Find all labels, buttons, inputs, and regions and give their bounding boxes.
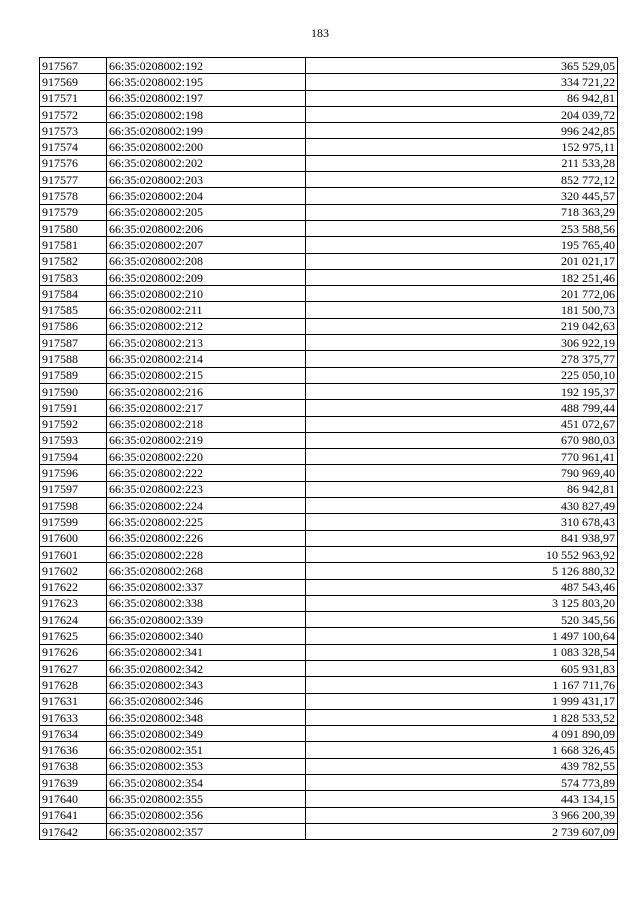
cadastral-number-cell: 66:35:0208002:340 [107,628,306,644]
cadastral-value-cell: 219 042,63 [306,318,618,334]
cadastral-number-cell: 66:35:0208002:356 [107,807,306,823]
cadastral-value-cell: 790 969,40 [306,465,618,481]
cadastral-value-cell: 3 966 200,39 [306,807,618,823]
cadastral-number-cell: 66:35:0208002:200 [107,139,306,155]
row-number-cell: 917594 [40,449,107,465]
cadastral-number-cell: 66:35:0208002:349 [107,726,306,742]
cadastral-number-cell: 66:35:0208002:343 [107,677,306,693]
cadastral-number-cell: 66:35:0208002:346 [107,693,306,709]
table-row [40,449,618,465]
cadastral-number-cell: 66:35:0208002:197 [107,90,306,106]
cadastral-number-cell: 66:35:0208002:357 [107,823,306,839]
table-row [40,465,618,481]
row-number-cell: 917583 [40,269,107,285]
cadastral-value-cell: 852 772,12 [306,172,618,188]
cadastral-number-cell: 66:35:0208002:205 [107,204,306,220]
cadastral-value-cell: 320 445,57 [306,188,618,204]
row-number-cell: 917625 [40,628,107,644]
table-row [40,726,618,742]
table-row [40,514,618,530]
cadastral-value-cell: 2 739 607,09 [306,823,618,839]
cadastral-number-cell: 66:35:0208002:216 [107,383,306,399]
row-number-cell: 917592 [40,416,107,432]
row-number-cell: 917624 [40,612,107,628]
row-number-cell: 917589 [40,367,107,383]
table-row [40,269,618,285]
cadastral-number-cell: 66:35:0208002:337 [107,579,306,595]
cadastral-number-cell: 66:35:0208002:226 [107,530,306,546]
cadastral-number-cell: 66:35:0208002:348 [107,709,306,725]
table-row [40,367,618,383]
table-row [40,155,618,171]
row-number-cell: 917577 [40,172,107,188]
row-number-cell: 917631 [40,693,107,709]
cadastral-value-cell: 1 999 431,17 [306,693,618,709]
cadastral-value-cell: 181 500,73 [306,302,618,318]
cadastral-number-cell: 66:35:0208002:207 [107,237,306,253]
table-row [40,563,618,579]
cadastral-number-cell: 66:35:0208002:198 [107,106,306,122]
row-number-cell: 917626 [40,644,107,660]
cadastral-value-cell: 204 039,72 [306,106,618,122]
cadastral-number-cell: 66:35:0208002:211 [107,302,306,318]
cadastral-number-cell: 66:35:0208002:338 [107,595,306,611]
table-row [40,546,618,562]
table-row [40,677,618,693]
table-row [40,106,618,122]
cadastral-value-cell: 195 765,40 [306,237,618,253]
cadastral-value-cell: 439 782,55 [306,758,618,774]
row-number-cell: 917600 [40,530,107,546]
row-number-cell: 917586 [40,318,107,334]
row-number-cell: 917580 [40,220,107,236]
cadastral-number-cell: 66:35:0208002:220 [107,449,306,465]
table-row [40,318,618,334]
table-row [40,432,618,448]
cadastral-value-cell: 278 375,77 [306,351,618,367]
cadastral-number-cell: 66:35:0208002:268 [107,563,306,579]
cadastral-number-cell: 66:35:0208002:214 [107,351,306,367]
row-number-cell: 917596 [40,465,107,481]
cadastral-value-cell: 841 938,97 [306,530,618,546]
row-number-cell: 917581 [40,237,107,253]
cadastral-number-cell: 66:35:0208002:217 [107,400,306,416]
cadastral-value-cell: 253 588,56 [306,220,618,236]
table-row [40,660,618,676]
table-row [40,172,618,188]
row-number-cell: 917590 [40,383,107,399]
cadastral-value-cell: 306 922,19 [306,335,618,351]
table-row [40,123,618,139]
cadastral-number-cell: 66:35:0208002:213 [107,335,306,351]
table-row [40,644,618,660]
row-number-cell: 917569 [40,74,107,90]
table-row [40,351,618,367]
cadastral-number-cell: 66:35:0208002:225 [107,514,306,530]
table-row [40,498,618,514]
row-number-cell: 917627 [40,660,107,676]
table-row [40,204,618,220]
table-row [40,775,618,791]
table-row [40,709,618,725]
cadastral-value-cell: 3 125 803,20 [306,595,618,611]
cadastral-number-cell: 66:35:0208002:353 [107,758,306,774]
row-number-cell: 917640 [40,791,107,807]
row-number-cell: 917573 [40,123,107,139]
cadastral-value-cell: 86 942,81 [306,90,618,106]
row-number-cell: 917572 [40,106,107,122]
table-row [40,253,618,269]
row-number-cell: 917593 [40,432,107,448]
table-row [40,612,618,628]
cadastral-number-cell: 66:35:0208002:351 [107,742,306,758]
row-number-cell: 917579 [40,204,107,220]
table-row [40,335,618,351]
cadastral-value-cell: 520 345,56 [306,612,618,628]
row-number-cell: 917641 [40,807,107,823]
table-row [40,595,618,611]
row-number-cell: 917578 [40,188,107,204]
table-row [40,237,618,253]
cadastral-number-cell: 66:35:0208002:195 [107,74,306,90]
table-row [40,791,618,807]
cadastral-value-cell: 443 134,15 [306,791,618,807]
cadastral-number-cell: 66:35:0208002:209 [107,269,306,285]
row-number-cell: 917591 [40,400,107,416]
table-body [40,58,618,840]
table-row [40,807,618,823]
cadastral-value-cell: 182 251,46 [306,269,618,285]
row-number-cell: 917628 [40,677,107,693]
row-number-cell: 917622 [40,579,107,595]
row-number-cell: 917623 [40,595,107,611]
cadastral-number-cell: 66:35:0208002:224 [107,498,306,514]
cadastral-value-cell: 4 091 890,09 [306,726,618,742]
cadastral-value-cell: 996 242,85 [306,123,618,139]
row-number-cell: 917634 [40,726,107,742]
cadastral-number-cell: 66:35:0208002:192 [107,58,306,74]
cadastral-number-cell: 66:35:0208002:202 [107,155,306,171]
table-row [40,220,618,236]
cadastral-number-cell: 66:35:0208002:341 [107,644,306,660]
row-number-cell: 917571 [40,90,107,106]
table-row [40,383,618,399]
table-row [40,823,618,839]
row-number-cell: 917633 [40,709,107,725]
row-number-cell: 917636 [40,742,107,758]
row-number-cell: 917642 [40,823,107,839]
cadastral-number-cell: 66:35:0208002:222 [107,465,306,481]
table-row [40,139,618,155]
table-row [40,628,618,644]
cadastral-value-table [39,57,618,840]
row-number-cell: 917638 [40,758,107,774]
table-row [40,530,618,546]
table-row [40,758,618,774]
table-row [40,481,618,497]
row-number-cell: 917584 [40,286,107,302]
table-row [40,74,618,90]
table-row [40,58,618,74]
cadastral-number-cell: 66:35:0208002:203 [107,172,306,188]
cadastral-value-cell: 10 552 963,92 [306,546,618,562]
table-row [40,416,618,432]
row-number-cell: 917576 [40,155,107,171]
cadastral-value-cell: 488 799,44 [306,400,618,416]
page-number: 183 [311,26,329,40]
cadastral-value-cell: 86 942,81 [306,481,618,497]
cadastral-value-cell: 225 050,10 [306,367,618,383]
row-number-cell: 917602 [40,563,107,579]
row-number-cell: 917601 [40,546,107,562]
row-number-cell: 917587 [40,335,107,351]
cadastral-value-cell: 334 721,22 [306,74,618,90]
cadastral-value-cell: 430 827,49 [306,498,618,514]
row-number-cell: 917588 [40,351,107,367]
cadastral-number-cell: 66:35:0208002:199 [107,123,306,139]
cadastral-value-cell: 451 072,67 [306,416,618,432]
row-number-cell: 917582 [40,253,107,269]
cadastral-value-cell: 1 828 533,52 [306,709,618,725]
row-number-cell: 917574 [40,139,107,155]
row-number-cell: 917597 [40,481,107,497]
cadastral-value-cell: 192 195,37 [306,383,618,399]
cadastral-number-cell: 66:35:0208002:210 [107,286,306,302]
cadastral-value-cell: 574 773,89 [306,775,618,791]
table-row [40,693,618,709]
row-number-cell: 917585 [40,302,107,318]
cadastral-number-cell: 66:35:0208002:228 [107,546,306,562]
cadastral-value-cell: 211 533,28 [306,155,618,171]
cadastral-value-cell: 365 529,05 [306,58,618,74]
cadastral-value-cell: 1 167 711,76 [306,677,618,693]
cadastral-number-cell: 66:35:0208002:223 [107,481,306,497]
table-row [40,302,618,318]
table-row [40,579,618,595]
table-row [40,742,618,758]
row-number-cell: 917567 [40,58,107,74]
cadastral-value-cell: 152 975,11 [306,139,618,155]
cadastral-value-cell: 1 497 100,64 [306,628,618,644]
cadastral-number-cell: 66:35:0208002:212 [107,318,306,334]
cadastral-value-cell: 718 363,29 [306,204,618,220]
cadastral-number-cell: 66:35:0208002:218 [107,416,306,432]
cadastral-value-cell: 605 931,83 [306,660,618,676]
cadastral-number-cell: 66:35:0208002:208 [107,253,306,269]
cadastral-value-cell: 1 668 326,45 [306,742,618,758]
table-row [40,188,618,204]
cadastral-value-cell: 201 772,06 [306,286,618,302]
cadastral-number-cell: 66:35:0208002:206 [107,220,306,236]
cadastral-value-cell: 770 961,41 [306,449,618,465]
cadastral-number-cell: 66:35:0208002:354 [107,775,306,791]
table-row [40,286,618,302]
cadastral-value-cell: 487 543,46 [306,579,618,595]
cadastral-number-cell: 66:35:0208002:204 [107,188,306,204]
cadastral-value-cell: 310 678,43 [306,514,618,530]
table-row [40,90,618,106]
table-row [40,400,618,416]
cadastral-number-cell: 66:35:0208002:339 [107,612,306,628]
cadastral-value-cell: 201 021,17 [306,253,618,269]
cadastral-value-cell: 670 980,03 [306,432,618,448]
cadastral-number-cell: 66:35:0208002:215 [107,367,306,383]
cadastral-value-cell: 5 126 880,32 [306,563,618,579]
row-number-cell: 917639 [40,775,107,791]
row-number-cell: 917598 [40,498,107,514]
cadastral-number-cell: 66:35:0208002:219 [107,432,306,448]
cadastral-number-cell: 66:35:0208002:342 [107,660,306,676]
cadastral-number-cell: 66:35:0208002:355 [107,791,306,807]
cadastral-value-cell: 1 083 328,54 [306,644,618,660]
row-number-cell: 917599 [40,514,107,530]
